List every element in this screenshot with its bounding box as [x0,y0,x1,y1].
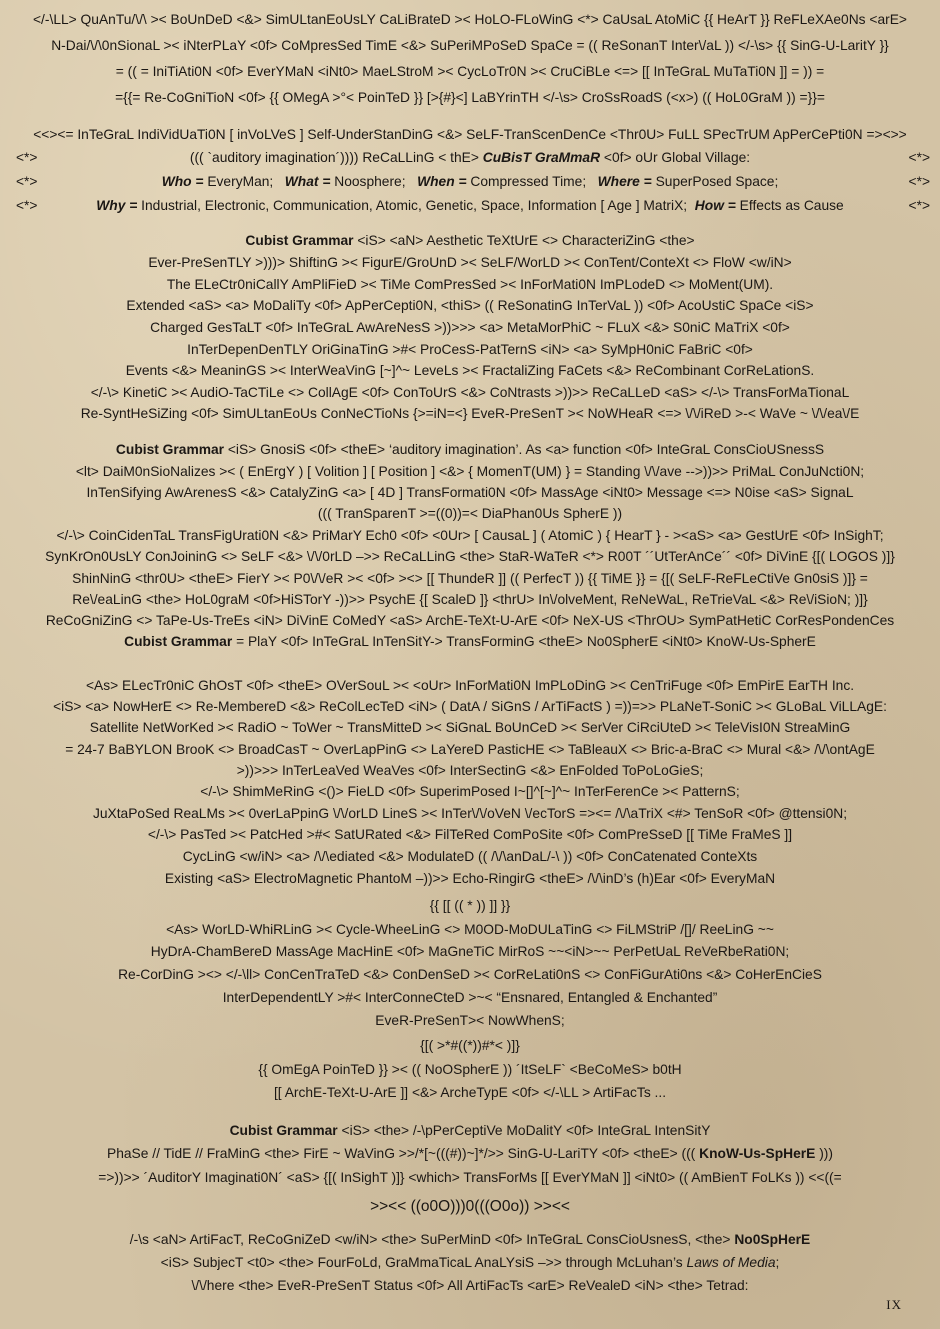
p5-line-5 [0,1230,940,1250]
where-key: Where = [597,174,652,189]
p1-text: <iS> <aN> Aesthetic TeXtUrE <> CharacteriZinG <the> [357,233,695,248]
intro-line-1: <<><= InTeGraL IndiVidUaTi0N [ inVoLVeS ] Self-UnderStanDinG <&> SeLF-TranScenDenCe <Thr0U> FuLL SPecTrUM ApPerCePti0N =><>> [33,127,907,142]
p1-line-1 [0,231,940,251]
page-number: IX [886,1297,902,1312]
who-value: EveryMan; [207,174,274,189]
p1-line-6: InTerDepenDenTLY OriGinaTinG >#< ProCesS-PatTernS <iN> <a> SyMpH0niC FaBriC <0f> [187,342,753,357]
p3-line-9: CycLinG <w/iN> <a> /\/\ediated <&> ModulateD (( /\/\anDaL/-\ )) <0f> ConCatenated ConteXts [182,849,758,864]
intro-who-what [40,172,900,192]
p5-line-6 [0,1253,940,1273]
p4-line-3: Re-CorDinG ><> </-\ll> ConCenTraTeD <&> ConDenSeD >< CorReLati0nS <> ConFiGurAti0ns <&> CoHerEnCieS [118,967,822,982]
intro-row-2 [0,148,940,168]
intro-row-3 [0,172,940,192]
p2-line-1 [0,440,940,460]
p4-line-8: [[ ArchE-TeXt-U-ArE ]] <&> ArcheTypE <0f> </-\LL > ArtiFacTs ... [273,1085,667,1100]
row-marker: <*> [908,198,930,213]
p4-line-7: {{ OmEgA PoinTeD }} >< (( NoOSpherE )) ´ItSeLF` <BeCoMeS> b0tH [258,1062,682,1077]
p1-line-8: </-\> KinetiC >< AudiO-TaCTiLe <> CollAgE <0f> ConToUrS <&> CoNtrasts >))>> ReCaLLeD <aS> </-\> TransForMaTionaL [90,385,850,400]
p5-line-2 [0,1144,940,1164]
row-marker: <*> [16,198,38,213]
what-key: What = [284,174,331,189]
how-value: Effects as Cause [739,198,844,213]
p2-line-3: InTenSifying AwArenesS <&> CatalyZinG <a> [ 4D ] TransFormati0N <0f> MassAge <iNt0> Message <=> N0ise <aS> SignaL [86,485,854,500]
when-value: Compressed Time; [470,174,587,189]
p2-line-4: ((( TranSparenT >=((0))=< DiaPhan0Us SpherE )) [317,506,623,521]
header-line-3: = (( = IniTiAti0N <0f> EverYMaN <iNt0> MaeLStroM >< CycLoTr0N >< CruCiBLe <=> [[ InTeGraL MuTaTi0N ]] = )) = [115,64,825,79]
when-key: When = [417,174,467,189]
p1-line-2: Ever-PreSenTLY >)))> ShiftinG >< FigurE/GroUnD >< SeLF/WorLD >< ConTent/ConteXt <> FloW <w/iN> [148,255,792,270]
p1-line-4: Extended <aS> <a> MoDaliTy <0f> ApPerCepti0N, <thiS> (( ReSonatinG InTerVaL )) <0f> AcoUstiC SpaCe <iS> [126,298,814,313]
know-us-sphere: KnoW-Us-SpHerE [699,1146,816,1161]
why-key: Why = [96,198,138,213]
header-line-4: ={{= Re-CoGniTioN <0f> {{ OMegA >°< PoinTeD }} [>{#}<] LaBYrinTH </-\s> CroSsRoadS (<x>) (( HoL0GraM )) =}}= [115,90,825,105]
p5-text: PhaSe // TidE // FraMinG <the> FirE ~ WaVinG >>/*[~(((#))~]*/>> SinG-U-LariTY <0f> <theE> ((( [107,1146,696,1161]
p2-line-7: ShinNinG <thr0U> <theE> FierY >< P0\/\/eR >< <0f> ><> [[ ThundeR ]] (( PerfecT )) {{ TiME }} = {[( SeLF-ReFLeCtiVe Gn0siS )]} = [72,571,868,586]
p3-line-4: = 24-7 BaBYLON BrooK <> BroadCasT ~ OverLapPinG <> LaYereD PasticHE <> TaBleauX <> Bric-a-BraC <> Mural <&> /\/\ontAgE [65,742,875,757]
noosphere-term: No0SpHerE [734,1232,811,1247]
where-value: SuperPosed Space; [655,174,779,189]
header-line-2: N-Dai/\/\0nSionaL >< iNterPLaY <0f> CoMpresSed TimE <&> SuPeriMPoSeD SpaCe = (( ReSonanT Inter\/aL )) </-\s> {{ SinG-U-LaritY }} [51,38,889,53]
intro-why-how [40,196,900,216]
who-key: Who = [161,174,204,189]
intro-text-part: <0f> oUr Global Village: [603,150,751,165]
p5-text: <iS> <the> /-\pPerCeptiVe MoDalitY <0f> InteGraL IntenSitY [341,1123,711,1138]
p2-line-8: Re\/eaLinG <the> HoL0graM <0f>HiSTorY -))>> PsychE {[ ScaleD ]} <thrU> In\/olveMent, ReNeWaL, ReTrieVaL <&> Re\/iSioN; )]} [72,592,868,607]
p5-text: <iS> SubjecT <t0> <the> FourFoLd, GraMmaTicaL AnaLYsiS –>> through McLuhan’s [160,1255,683,1270]
p2-line-2: <lt> DaiM0nSioNalizes >< ( EnErgY ) [ Volition ] [ Position ] <&> { MomenT(UM) } = Standing \/\/ave -->))>> PriMaL ConJuNcti0N; [75,464,865,479]
p2-line-10 [0,632,940,652]
row-marker: <*> [908,174,930,189]
p4-line-6: {[( >*#((*))#*< )]} [420,1038,520,1053]
p2-text: <iS> GnosiS <0f> <theE> ‘auditory imagination’. As <a> function <0f> InteGraL ConsCioUSnessS [227,442,825,457]
intro-text-part: ((( `auditory imagination´)))) ReCaLLinG < thE> [189,150,479,165]
p3-line-10: Existing <aS> ElectroMagnetic PhantoM –))>> Echo-RingirG <theE> /\/\inD’s (h)Ear <0f> EveryMaN [164,871,776,886]
p2-cubist-grammar-2: Cubist Grammar [124,634,233,649]
row-marker: <*> [908,150,930,165]
p5-line-4: >><< ((o0O)))0(((O0o)) >><< [370,1198,570,1215]
how-key: How = [694,198,736,213]
p3-line-3: Satellite NetWorKed >< RadiO ~ ToWer ~ TransMitteD >< SiGnaL BoUnCeD >< SerVer CiRciUteD >< TeleVisI0N StreaMinG [89,720,851,735]
p5-text: ; [775,1255,780,1270]
p2-line-5: </-\> CoinCidenTaL TransFigUrati0N <&> PriMarY Ech0 <0f> <0Ur> [ CausaL ] ( AtomiC ) { HearT } - ><aS> <a> GestUrE <0f> InSighT; [56,528,884,543]
p1-line-3: The ELeCtr0niCallY AmPliFieD >< TiMe ComPresSed >< InForMati0N ImPLodeD <> MoMent(UM). [166,277,774,292]
why-value: Industrial, Electronic, Communication, Atomic, Genetic, Space, Information [ Age ] MatriX; [141,198,688,213]
p2-cubist-grammar: Cubist Grammar [115,442,225,457]
laws-of-media: Laws of Media [686,1255,776,1270]
cubist-grammar-title: CuBisT GraMmaR [482,150,601,165]
intro-row-4 [0,196,940,216]
p1-line-7: Events <&> MeaninGS >< InterWeaVinG [~]^~ LeveLs >< FractaliZing FaCets <&> ReCombinant CorReLationS. [125,363,815,378]
p2-line-6: SynKrOn0UsLY ConJoininG <> SeLF <&> \/\/0rLD –>> ReCaLLinG <the> StaR-WaTeR <*> R00T ´´UtTerAnCe´´ <0f> DiVinE {[( LOGOS )]} [45,549,895,564]
p3-line-2: <iS> <a> NowHerE <> Re-MembereD <&> ReColLecTeD <iN> ( DatA / SiGnS / ArTiFactS ) =))=>> PLaNeT-SoniC >< GLoBaL ViLLAgE: [53,699,887,714]
p3-line-7: JuXtaPoSed ReaLMs >< 0verLaPpinG \/\/orLD LineS >< InTer\/\/oVeN \/ecTorS =><= /\/\aTriX <#> TenSoR <0f> @ttensi0N; [92,806,848,821]
p3-line-1: <As> ELecTr0niC GhOsT <0f> <theE> OVerSouL >< <oUr> InForMati0N ImPLoDinG >< CenTriFuge <0f> EmPirE EarTH Inc. [85,678,855,693]
p4-line-4: InterDependentLY >#< InterConneCteD >~< “Ensnared, Entangled & Enchanted” [222,990,718,1005]
p3-line-6: </-\> ShimMeRinG <()> FieLD <0f> SuperimPosed I~[]^[~]^~ InTerFerenCe >< PatternS; [200,784,740,799]
p5-cubist-grammar: Cubist Grammar [229,1123,338,1138]
p5-text: ))) [819,1146,833,1161]
p1-cubist-grammar: Cubist Grammar [245,233,354,248]
p2-text: = PlaY <0f> InTeGraL InTenSitY-> TransForminG <theE> No0SpherE <iNt0> KnoW-Us-SpherE [236,634,816,649]
p1-line-9: Re-SyntHeSiZing <0f> SimULtanEoUs ConNeCTioNs {>=iN=<} EveR-PreSenT >< NoWHeaR <=> \/\/iReD >-< WaVe ~ \/\/ea\/E [80,406,860,421]
p5-text: /-\s <aN> ArtiFacT, ReCoGniZeD <w/iN> <the> SuPerMinD <0f> InTeGraL ConsCioUsnesS, <the> [129,1232,731,1247]
p5-line-7: \/\/here <the> EveR-PreSenT Status <0f> All ArtiFacTs <arE> ReVealeD <iN> <the> Tetrad: [191,1278,749,1293]
p1-line-5: Charged GesTaLT <0f> InTeGraL AwAreNesS >))>>> <a> MetaMorPhiC ~ FLuX <&> S0niC MaTriX <0f> [150,320,790,335]
p3-line-8: </-\> PasTed >< PatcHed >#< SatURated <&> FilTeRed ComPoSite <0f> ComPreSseD [[ TiMe FraMeS ]] [147,827,793,842]
p2-line-9: ReCoGniZinG <> TaPe-Us-TreEs <iN> DiVinE CoMedY <aS> ArchE-TeXt-U-ArE <0f> NeX-US <ThrOU> SymPatHetiC CorResPondenCes [45,613,895,628]
p4-line-2: HyDrA-ChamBereD MassAge MacHinE <0f> MaGneTiC MirRoS ~~<iN>~~ PerPetUaL ReVeRbeRati0N; [150,944,790,959]
p3-line-11: {{ [[ (( * )) ]] }} [429,898,511,913]
header-line-1: </-\LL> QuAnTu/\/\ >< BoUnDeD <&> SimULtanEoUsLY CaLiBrateD >< HoLO-FLoWinG <*> CaUsaL AtoMiC {{ HeArT }} ReFLeXAe0Ns <arE> [33,12,907,27]
p5-line-1 [0,1121,940,1141]
p4-line-1: <As> WorLD-WhiRLinG >< Cycle-WheeLinG <> M0OD-MoDULaTinG <> FiLMStriP /[]/ ReeLinG ~~ [166,922,774,937]
intro-text [40,148,900,168]
p4-line-5: EveR-PreSenT>< NowWhenS; [375,1013,565,1028]
p3-line-5: >))>>> InTerLeaVed WeaVes <0f> InterSectinG <&> EnFolded ToPoLoGieS; [236,763,704,778]
what-value: Noosphere; [334,174,406,189]
row-marker: <*> [16,150,38,165]
p5-line-3: =>))>> ´AuditorY Imaginati0N´ <aS> {[( InSighT )]} <which> TransForMs [[ EverYMaN ]] <iNt0> (( AmBienT FoLKs )) <<((= [98,1170,842,1185]
row-marker: <*> [16,174,38,189]
